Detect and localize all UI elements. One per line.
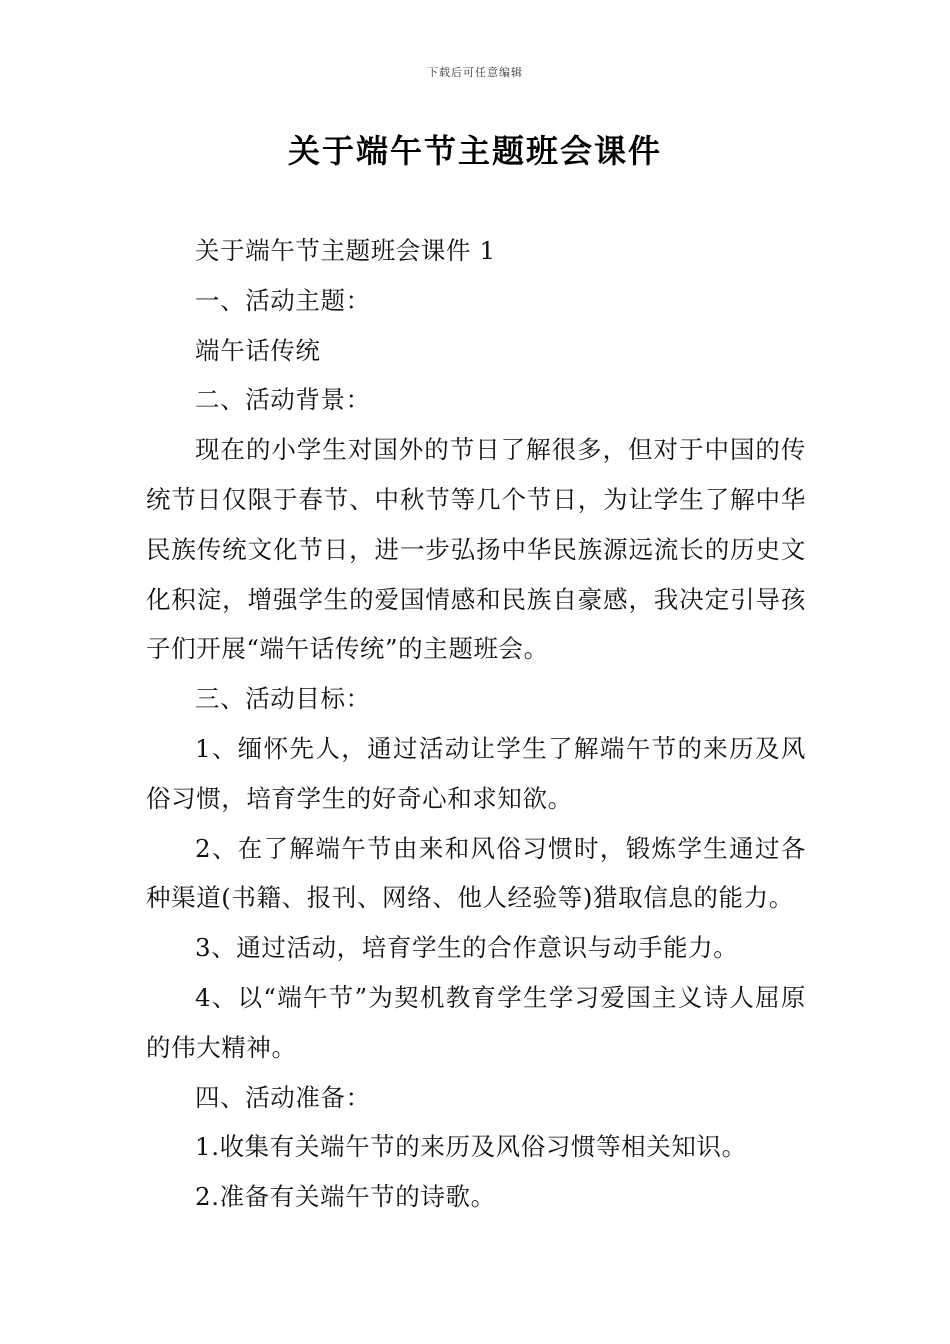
paragraph-goal-1: 1、缅怀先人，通过活动让学生了解端午节的来历及风俗习惯，培育学生的好奇心和求知欲。 xyxy=(146,733,806,813)
heading-activity-background: 二、活动背景： xyxy=(195,385,371,415)
heading-activity-goals: 三、活动目标： xyxy=(195,684,371,714)
heading-activity-theme: 一、活动主题： xyxy=(195,285,371,315)
document-title: 关于端午节主题班会课件 xyxy=(287,132,662,170)
paragraph-goal-2: 2、在了解端午节由来和风俗习惯时，锻炼学生通过各种渠道(书籍、报刊、网络、他人经验等)猎取信息的能力。 xyxy=(146,833,806,913)
document-body xyxy=(146,226,806,1222)
paragraph-goal-3: 3、通过活动，培育学生的合作意识与动手能力。 xyxy=(195,933,739,963)
paragraph-theme: 端午话传统 xyxy=(195,335,321,365)
header-note: 下载后可任意编辑 xyxy=(427,66,523,79)
paragraph-background: 现在的小学生对国外的节日了解很多，但对于中国的传统节日仅限于春节、中秋节等几个节日，为让学生了解中华民族传统文化节日，进一步弘扬中华民族源远流长的历史文化积淀，增强学生的爱国情感和民族自豪感，我决定引导孩子们开展“端午话传统”的主题班会。 xyxy=(146,435,806,664)
paragraph-preparation-2: 2.准备有关端午节的诗歌。 xyxy=(195,1182,496,1212)
heading-activity-preparation: 四、活动准备： xyxy=(195,1082,371,1112)
paragraph-goal-4: 4、以“端午节”为契机教育学生学习爱国主义诗人屈原的伟大精神。 xyxy=(146,982,806,1062)
section-heading-paragraph: 关于端午节主题班会课件 1 xyxy=(195,236,496,265)
paragraph-preparation-1: 1.收集有关端午节的来历及风俗习惯等相关知识。 xyxy=(195,1132,747,1162)
